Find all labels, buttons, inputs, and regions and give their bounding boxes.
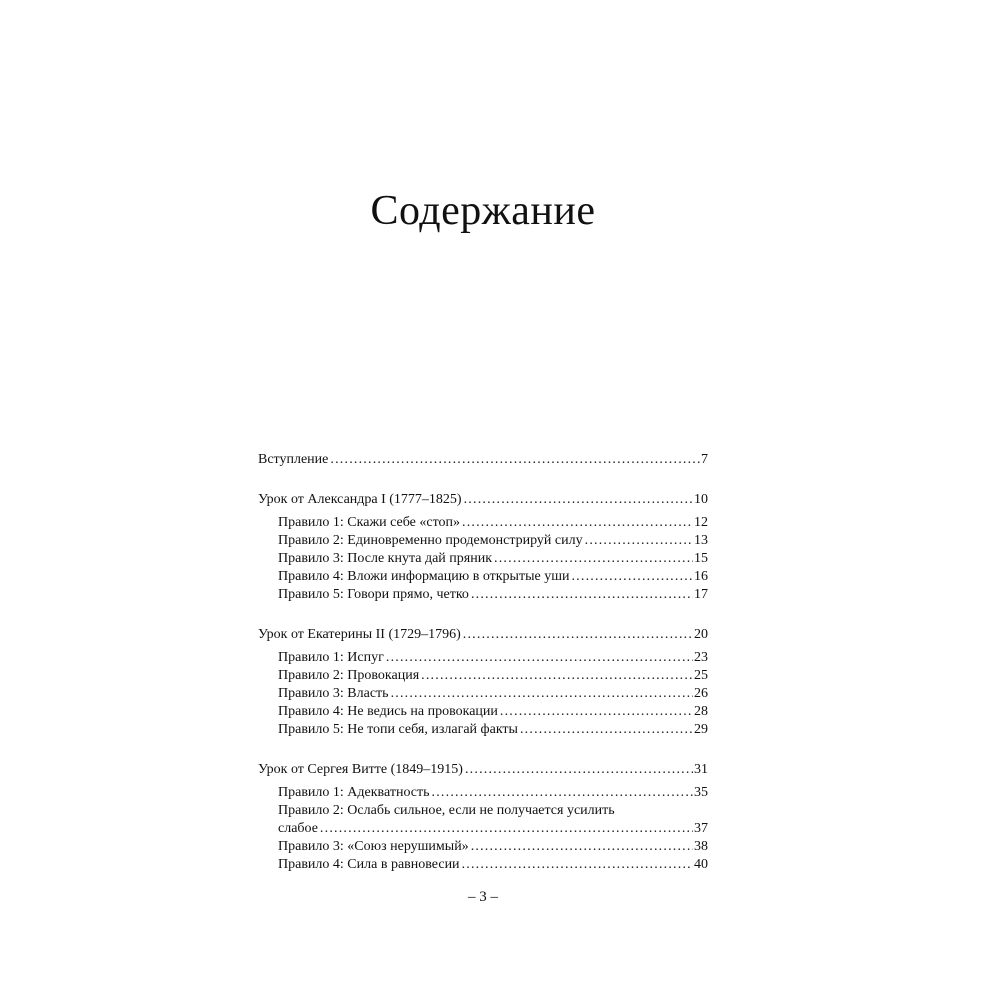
table-of-contents [258,451,708,874]
toc-entry-title: Правило 3: Власть [278,686,389,701]
toc-entry-lesson-1-rule-1[interactable] [258,514,708,532]
toc-leader-dots [571,568,693,586]
toc-entry-title: Правило 3: После кнута дай пряник [278,551,493,566]
toc-entry-title: Правило 4: Не ведись на провокации [278,704,498,719]
toc-entry-title: Урок от Александра I (1777–1825) [258,492,462,507]
toc-entry-title: Урок от Екатерины II (1729–1796) [258,627,461,642]
toc-entry-page: 25 [694,668,708,683]
toc-entry-title: Правило 5: Не топи себя, излагай факты [278,722,518,737]
toc-entry-title: Правило 3: «Союз нерушимый» [278,839,469,854]
toc-entry-lesson-1-rule-5[interactable] [258,586,708,604]
toc-entry-page: 10 [694,492,708,507]
toc-entry-lesson-3-rule-1[interactable] [258,784,708,802]
toc-entry-lesson-1-rule-4[interactable] [258,568,708,586]
toc-leader-dots [462,514,693,532]
toc-entry-lesson-1-rule-2[interactable] [258,532,708,550]
toc-entry-lesson-1-rule-3[interactable] [258,550,708,568]
toc-leader-dots [494,550,693,568]
toc-entry-lesson-1[interactable] [258,491,708,509]
toc-leader-dots [386,649,693,667]
toc-entry-title: Правило 2: Единовременно продемонстрируй силу [278,533,583,548]
page-title: Содержание [370,188,596,234]
toc-entry-lesson-3-rule-4[interactable] [258,856,708,874]
toc-entry-lesson-2-rule-2[interactable] [258,667,708,685]
toc-entry-page: 35 [694,785,708,800]
toc-entry-title-line-1: Правило 2: Ослабь сильное, если не получается усилить [278,803,615,818]
toc-entry-page: 31 [694,762,708,777]
toc-entry-title: Правило 1: Испуг [278,650,384,665]
toc-entry-page: 38 [694,839,708,854]
toc-entry-lesson-2-rule-3[interactable] [258,685,708,703]
toc-leader-dots [432,784,693,802]
toc-entry-intro[interactable] [258,451,708,469]
toc-leader-dots [471,838,693,856]
toc-entry-title: Правило 5: Говори прямо, четко [278,587,469,602]
toc-entry-lesson-2[interactable] [258,626,708,644]
toc-leader-dots [320,820,693,838]
toc-leader-dots [500,703,693,721]
toc-entry-page: 20 [694,627,708,642]
toc-entry-lesson-3[interactable] [258,761,708,779]
toc-leader-dots [421,667,693,685]
toc-entry-page: 16 [694,569,708,584]
toc-leader-dots [463,626,693,644]
toc-leader-dots [585,532,693,550]
toc-leader-dots [464,491,693,509]
toc-entry-title: Правило 4: Вложи информацию в открытые уши [278,569,570,584]
toc-entry-page: 26 [694,686,708,701]
toc-entry-lesson-2-rule-1[interactable] [258,649,708,667]
page-number: – 3 – [468,889,498,905]
toc-entry-page: 23 [694,650,708,665]
toc-entry-title: Правило 4: Сила в равновесии [278,857,460,872]
toc-leader-dots [330,451,700,469]
toc-entry-page: 7 [701,452,708,467]
toc-leader-dots [471,586,693,604]
toc-entry-page: 29 [694,722,708,737]
toc-entry-title: Правило 1: Скажи себе «стоп» [278,515,460,530]
toc-leader-dots [465,761,693,779]
toc-leader-dots [462,856,693,874]
toc-entry-title: Правило 1: Адекватность [278,785,430,800]
toc-entry-lesson-3-rule-3[interactable] [258,838,708,856]
toc-entry-page: 13 [694,533,708,548]
toc-entry-page: 17 [694,587,708,602]
toc-entry-title-line-2: слабое [278,821,318,836]
toc-entry-page: 40 [694,857,708,872]
toc-entry-title: Вступление [258,452,329,467]
toc-leader-dots [520,721,693,739]
toc-entry-page: 28 [694,704,708,719]
toc-leader-dots [391,685,693,703]
toc-entry-lesson-2-rule-4[interactable] [258,703,708,721]
toc-entry-page: 37 [694,821,708,836]
toc-entry-page: 12 [694,515,708,530]
toc-entry-title: Урок от Сергея Витте (1849–1915) [258,762,463,777]
toc-entry-title: Правило 2: Провокация [278,668,420,683]
toc-entry-page: 15 [694,551,708,566]
toc-entry-lesson-3-rule-2[interactable] [258,802,708,838]
toc-entry-lesson-2-rule-5[interactable] [258,721,708,739]
